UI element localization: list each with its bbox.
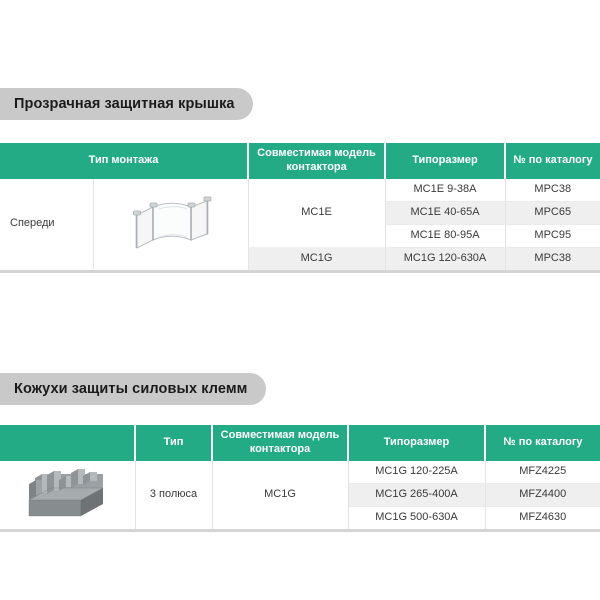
- cell-type: 3 полюса: [135, 461, 212, 529]
- cell-mount-type: Спереди: [0, 179, 93, 270]
- cell-size: MC1G 120-225A: [348, 461, 485, 484]
- power-terminal-shroud-image: [0, 461, 135, 529]
- transparent-cover-table: [0, 143, 600, 270]
- cell-size: MC1G 500-630A: [348, 506, 485, 529]
- column-header-model-line1: Совместимая модель: [220, 429, 340, 441]
- terminal-shrouds-table: [0, 425, 600, 529]
- column-header-model-line2: контактора: [286, 160, 347, 173]
- column-header-mount-type: Тип монтажа: [0, 143, 248, 179]
- table-header-row: [0, 143, 600, 179]
- cell-size: MC1E 80-95A: [385, 224, 505, 247]
- column-header-size: Типоразмер: [348, 425, 485, 461]
- column-header-image: [0, 425, 135, 461]
- column-header-type: Тип: [135, 425, 212, 461]
- table-header: [0, 425, 600, 461]
- cell-catalog: MPC38: [505, 247, 600, 270]
- column-header-model-line1: Совместимая модель: [257, 147, 376, 159]
- column-header-size: Типоразмер: [385, 143, 505, 179]
- section-title-text: Кожухи защиты силовых клемм: [14, 381, 248, 397]
- table-row: [0, 179, 600, 202]
- cell-model: MC1G: [248, 247, 385, 270]
- cell-catalog: MPC65: [505, 201, 600, 224]
- cell-model: MC1G: [212, 461, 348, 529]
- cell-size: MC1G 265-400A: [348, 483, 485, 506]
- cell-size: MC1G 120-630A: [385, 247, 505, 270]
- cell-product-image: [93, 179, 248, 270]
- table-row: [0, 461, 600, 484]
- table-header: [0, 143, 600, 179]
- cell-catalog: MFZ4400: [485, 483, 600, 506]
- cell-catalog: MFZ4630: [485, 506, 600, 529]
- section-banner-terminal-shrouds: [0, 373, 266, 405]
- column-header-model-line2: контактора: [249, 442, 311, 455]
- cell-catalog: MPC95: [505, 224, 600, 247]
- column-header-model: [212, 425, 348, 461]
- section-title-text: Прозрачная защитная крышка: [14, 96, 235, 112]
- table-header-row: [0, 425, 600, 461]
- column-header-model: [248, 143, 385, 179]
- cell-catalog: MFZ4225: [485, 461, 600, 484]
- cell-size: MC1E 40-65A: [385, 201, 505, 224]
- cell-size: MC1E 9-38A: [385, 179, 505, 202]
- section-banner-transparent-cover: [0, 88, 253, 120]
- transparent-protective-cover-image: [94, 179, 248, 270]
- table-body: [0, 461, 600, 529]
- column-header-catalog: № по каталогу: [505, 143, 600, 179]
- column-header-catalog: № по каталогу: [485, 425, 600, 461]
- cell-product-image: [0, 461, 135, 529]
- cell-model: MC1E: [248, 179, 385, 248]
- cell-catalog: MPC38: [505, 179, 600, 202]
- table-body: [0, 179, 600, 270]
